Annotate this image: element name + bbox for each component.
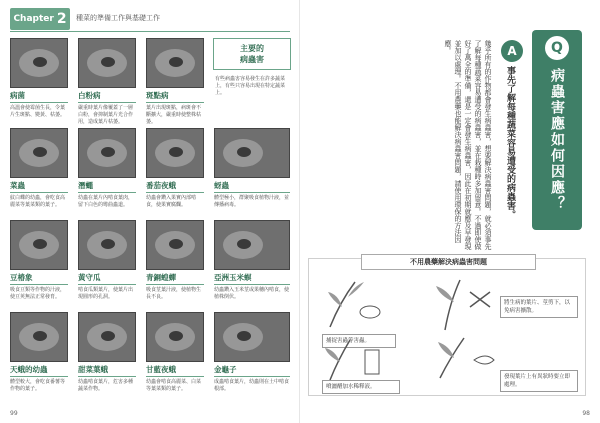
question-box [532,30,582,230]
illustration-check-leaves [430,330,500,380]
caption-4: 發現葉片上有異狀時要立即處理。 [500,370,578,392]
pest-card [78,128,136,209]
pest-name: 蚜蟲 [214,180,290,193]
page-number-left: 99 [10,410,18,417]
pest-desc: 幼蟲會啃食高麗菜、白菜等葉菜類的葉子。 [146,379,202,392]
pest-card [10,38,68,119]
header-divider [10,31,290,32]
chapter-word: Chapter [13,14,54,24]
pest-card [146,38,204,126]
pest-desc: 成蟲啃食葉片，幼蟲則在土中啃食根部。 [214,379,290,392]
pest-desc: 幼蟲啃食葉片，危害多種蔬菜作物。 [78,379,134,392]
pest-name: 甜菜葉蛾 [78,364,136,377]
pest-photo [146,38,204,88]
caption-3: 噴灑醋加水稀釋液。 [322,380,400,394]
pest-card [78,220,136,301]
pest-desc: 高溫會使霉菌生長，令葉片生斑點、變黃、枯萎。 [10,105,66,118]
pest-photo [10,38,68,88]
solution-title: 不用農藥解決病蟲害問題 [361,254,536,270]
pest-card [78,312,136,393]
pest-photo [10,128,68,178]
pest-photo [10,312,68,362]
pest-photo [146,128,204,178]
pest-name: 天蛾的幼蟲 [10,364,68,377]
pest-photo [78,312,136,362]
pest-name: 潛蠅 [78,180,136,193]
pest-desc: 吸食莖葉汁液，使植物生長不良。 [146,287,202,300]
pest-card [146,220,204,301]
pest-card [10,220,68,301]
illustration-cut-leaves [430,272,500,332]
pest-photo [78,220,136,270]
pest-photo [146,312,204,362]
scissors-plant-icon [430,272,500,332]
pest-card [214,128,290,209]
pest-name: 黃守瓜 [78,272,136,285]
pest-photo [214,312,290,362]
pest-photo [146,220,204,270]
pest-card [146,128,204,209]
chapter-badge [10,8,70,30]
pest-name: 亞洲玉米螟 [214,272,290,285]
pest-photo [78,128,136,178]
pest-card [214,220,290,301]
chapter-number: 2 [56,11,67,27]
question-marker: Q [545,36,569,60]
illustration-spray [320,332,390,382]
pest-photo [214,220,290,270]
pest-desc: 啃食瓜類葉片，使葉片出現圓形的孔洞。 [78,287,134,300]
pest-name: 病菌 [10,90,68,103]
illustration-catch-pests [320,272,390,332]
pest-photo [214,128,290,178]
main-pest-title [213,38,291,70]
pest-name: 斑點病 [146,90,204,103]
pest-desc: 嚴重時葉片像覆蓋了一層白粉，會抑制葉片光合作用，造成葉片枯萎。 [78,105,134,125]
pest-desc: 吸食豆類等作物的汁液，使豆莢無法正常發育。 [10,287,66,300]
pest-desc: 幼蟲鑽入玉米莖或果穗內啃食，使植株倒伏。 [214,287,290,300]
pest-desc: 紋白蝶的幼蟲，會吃食高麗菜等葉菜類的葉子。 [10,195,66,208]
page-number-right: 98 [582,410,590,417]
hand-leaf-icon [430,330,500,380]
pest-card [146,312,204,393]
pest-card [10,312,68,393]
hand-plant-icon [320,272,390,332]
pest-desc: 體型極小，群聚吸食植物汁液，並傳播病毒。 [214,195,290,208]
main-pest-title-line2: 病蟲害 [240,55,264,64]
pest-name: 番茄夜蛾 [146,180,204,193]
pest-card [78,38,136,126]
main-pest-title-line1: 主要的 [240,44,264,53]
caption-2: 將生病的葉片、莖剪下，以免病害擴散。 [500,296,578,318]
pest-card [10,128,68,209]
pest-photo [10,220,68,270]
chapter-title: 種菜的準備工作與基礎工作 [76,14,160,22]
pest-desc: 幼蟲會鑽入果實內部啃食，使果實腐爛。 [146,195,197,208]
pest-name: 青銅蝗蟬 [146,272,204,285]
pest-desc: 葉片出現斑點，病斑會不斷擴大，嚴重時使整株枯萎。 [146,105,202,125]
pest-desc: 幼蟲在葉片內啃食葉肉，留下白色的彎曲蟲道。 [78,195,134,208]
spray-bottle-icon [320,332,390,382]
pest-name: 白粉病 [78,90,136,103]
pest-name: 金龜子 [214,364,290,377]
pest-name: 豆椿象 [10,272,68,285]
answer-heading: 事先了解每種蔬菜容易遭受的病蟲害。 [505,66,515,219]
pest-name: 甘藍夜蛾 [146,364,204,377]
pest-desc: 體型較大，會吃食番薯等作物的葉子。 [10,379,66,392]
answer-body: 幾乎所有的作物都會發生病蟲害，想要解決病蟲害問題，就必須事先了解每種蔬菜容易遭受的病蟲害，並在栽種時多加留意。不過即使做好了萬全的準備，還是一定會發生病蟲害，因此在初期就應及早發現並加以處理。不用農藥也能解決病蟲害問題，請使用環保的方法因應。 [444,40,492,250]
pest-name: 菜蟲 [10,180,68,193]
question-text: 病蟲害應如何因應？ [549,68,565,212]
main-pest-desc: 有些病蟲害容易發生在許多蔬菜上，有些只容易出現在特定蔬菜上。 [215,76,286,96]
main-pest-box [213,38,291,118]
caption-1: 捕捉害蟲等害蟲。 [322,334,396,348]
pest-photo [78,38,136,88]
answer-marker: A [501,40,523,62]
pest-card [214,312,290,393]
